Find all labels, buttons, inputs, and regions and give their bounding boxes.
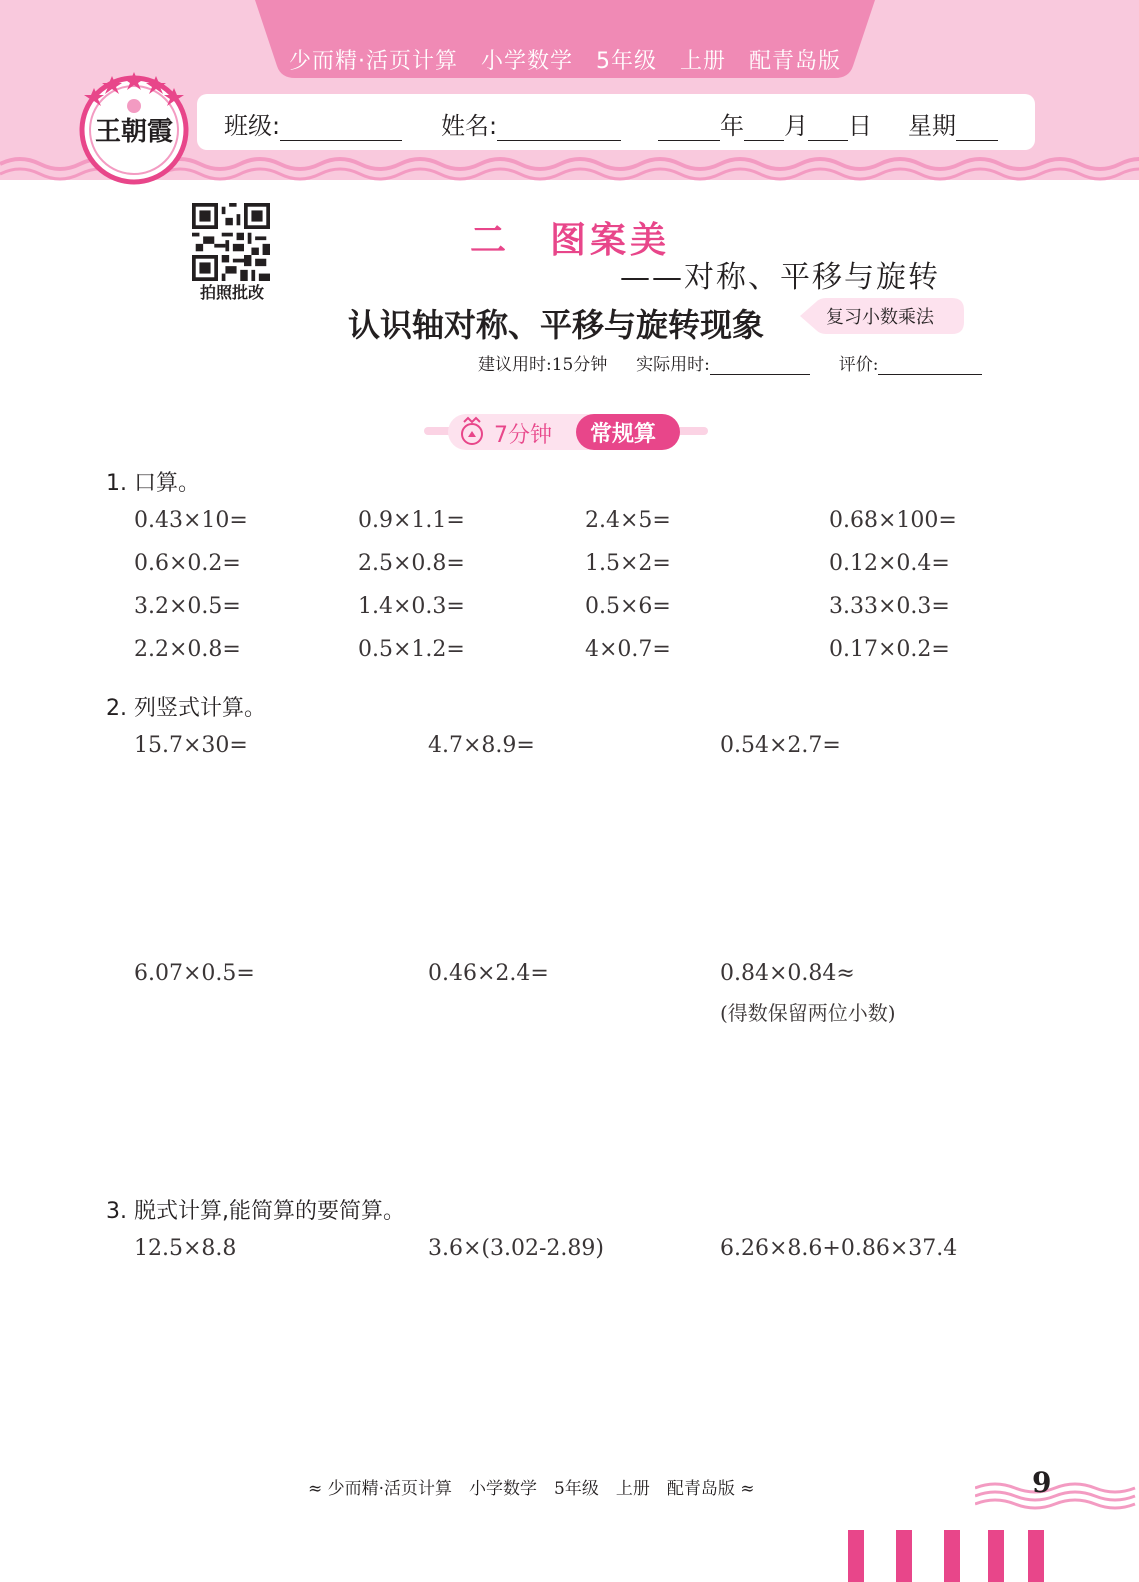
q1-expression: 4×0.7= (585, 637, 671, 662)
q2-expression: 0.54×2.7= (720, 733, 841, 758)
q1-expression: 0.43×10= (134, 508, 248, 533)
q2-expression: 15.7×30= (134, 733, 248, 758)
section-badge (424, 412, 708, 452)
q1-expression: 0.9×1.1= (358, 508, 465, 533)
q1-expression: 2.4×5= (585, 508, 671, 533)
badge-minutes: 7分钟 (494, 423, 552, 448)
name-blank[interactable] (497, 116, 621, 141)
weekday-field[interactable] (908, 106, 998, 141)
question-2-title: 2. 列竖式计算。 (106, 696, 266, 721)
evaluation-label: 评价: (838, 355, 879, 375)
lesson-title: 认识轴对称、平移与旋转现象 (348, 306, 765, 344)
name-field[interactable] (441, 106, 621, 141)
class-field[interactable] (224, 106, 402, 141)
day-label: 日 (848, 112, 872, 140)
header-title: 少而精·活页计算 小学数学 5年级 上册 配青岛版 (289, 49, 841, 74)
q1-expression: 0.6×0.2= (134, 551, 241, 576)
q2-expression: 6.07×0.5= (134, 961, 255, 986)
page-number: 9 (1032, 1466, 1052, 1499)
q1-expression: 0.12×0.4= (829, 551, 950, 576)
q3-expression: 3.6×(3.02-2.89) (428, 1236, 604, 1261)
day-blank[interactable] (808, 116, 848, 141)
class-label: 班级: (224, 112, 281, 140)
q1-expression: 0.5×6= (585, 594, 671, 619)
suggested-time: 建议用时:15分钟 (478, 355, 608, 375)
qr-label: 拍照批改 (199, 283, 264, 302)
q2-expression: 0.84×0.84≈ (720, 961, 855, 986)
q1-expression: 0.68×100= (829, 508, 957, 533)
year-blank[interactable] (658, 116, 720, 141)
actual-time-label: 实际用时: (636, 355, 710, 375)
name-label: 姓名: (441, 112, 498, 140)
month-label: 月 (784, 112, 808, 140)
footer-wave-decoration (975, 1480, 1139, 1512)
footer-text: ≈ 少而精·活页计算 小学数学 5年级 上册 配青岛版 ≈ (308, 1479, 755, 1499)
unit-title: 二 图案美 (470, 220, 671, 261)
question-3-title: 3. 脱式计算,能简算的要简算。 (106, 1199, 405, 1224)
q1-expression: 3.2×0.5= (134, 594, 241, 619)
q1-expression: 0.17×0.2= (829, 637, 950, 662)
q1-expression: 1.5×2= (585, 551, 671, 576)
date-field[interactable] (658, 106, 872, 141)
q1-expression: 1.4×0.3= (358, 594, 465, 619)
actual-time-blank[interactable] (710, 354, 810, 375)
q3-expression: 12.5×8.8 (134, 1236, 237, 1261)
class-blank[interactable] (280, 116, 402, 141)
q2-rounding-note: (得数保留两位小数) (720, 1001, 896, 1025)
q1-expression: 0.5×1.2= (358, 637, 465, 662)
badge-label: 常规算 (590, 422, 657, 447)
qr-code-icon[interactable] (192, 203, 270, 281)
q2-expression: 4.7×8.9= (428, 733, 535, 758)
q3-expression: 6.26×8.6+0.86×37.4 (720, 1236, 958, 1261)
unit-subtitle: ——对称、平移与旋转 (620, 260, 940, 295)
year-label: 年 (720, 112, 744, 140)
q1-expression: 3.33×0.3= (829, 594, 950, 619)
evaluation-blank[interactable] (878, 354, 982, 375)
q1-expression: 2.5×0.8= (358, 551, 465, 576)
weekday-blank[interactable] (956, 116, 998, 141)
footer-bar-decoration (840, 1530, 1060, 1582)
logo-text: 王朝霞 (94, 117, 174, 147)
q2-expression: 0.46×2.4= (428, 961, 549, 986)
month-blank[interactable] (744, 116, 784, 141)
review-tag: 复习小数乘法 (826, 307, 934, 328)
weekday-label: 星期 (908, 112, 956, 140)
question-1-title: 1. 口算。 (106, 471, 200, 496)
q1-expression: 2.2×0.8= (134, 637, 241, 662)
publisher-logo (74, 66, 194, 186)
time-line (478, 350, 982, 375)
